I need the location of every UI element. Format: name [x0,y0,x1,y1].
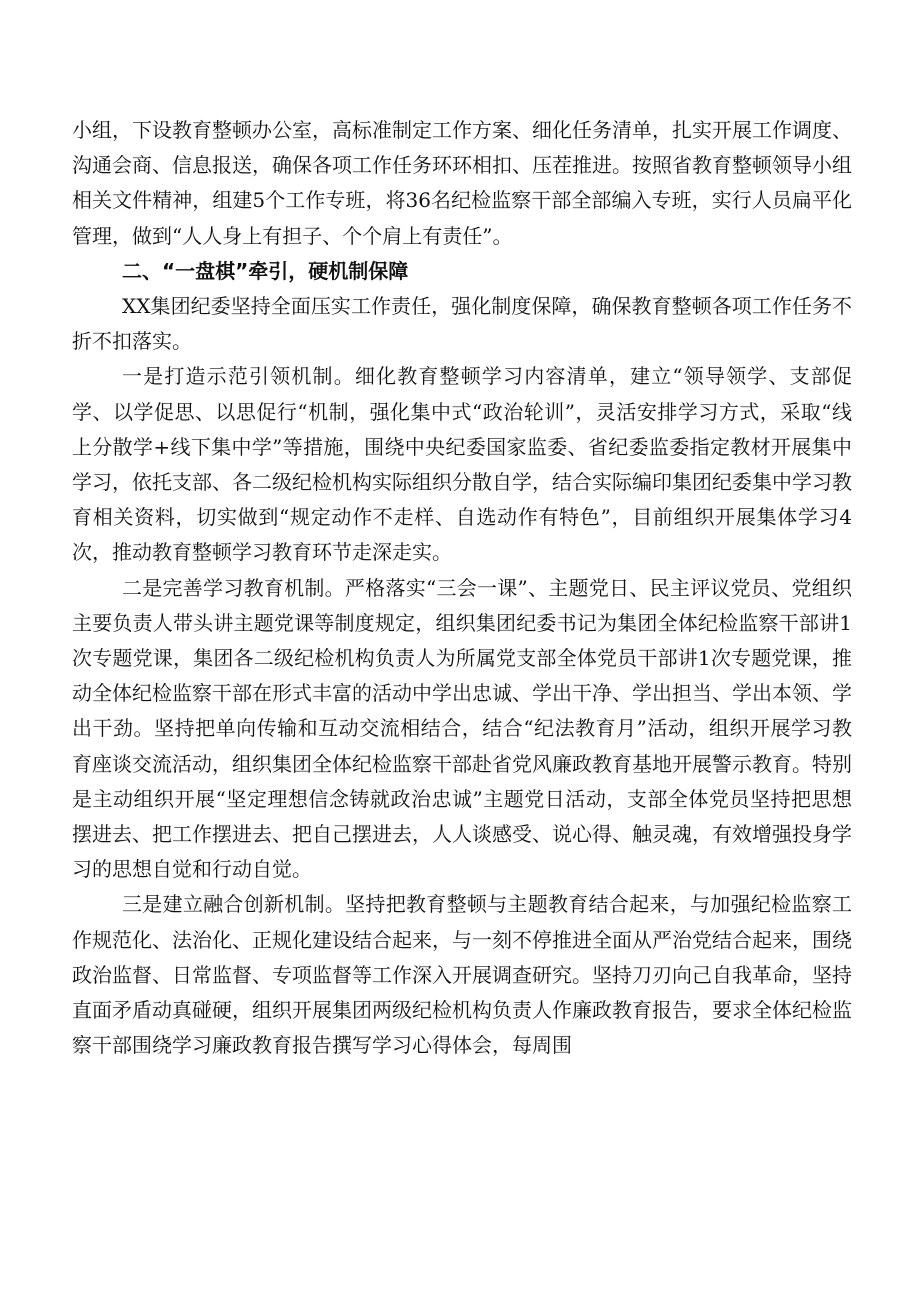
paragraph-item-1: 一是打造示范引领机制。细化教育整顿学习内容清单，建立“领导领学、支部促学、以学促思、以思促行“机制，强化集中式“政治轮训”，灵活安排学习方式，采取“线上分散学+线下集中学”等措施，围绕中央纪委国家监委、省纪委监委指定教材开展集中学习，依托支部、各二级纪检机构实际组织分散自学，结合实际编印集团纪委集中学习教育相关资料，切实做到“规定动作不走样、自选动作有特色”，目前组织开展集体学习4次，推动教育整顿学习教育环节走深走实。 [72,364,852,565]
paragraph-intro: XX集团纪委坚持全面压实工作责任，强化制度保障，确保教育整顿各项工作任务不折不扣落实。 [72,294,852,354]
paragraph-item-2: 二是完善学习教育机制。严格落实“三会一课”、主题党日、民主评议党员、党组织主要负责人带头讲主题党课等制度规定，组织集团纪委书记为集团全体纪检监察干部讲1次专题党课，集团各二级纪检机构负责人为所属党支部全体党员干部讲1次专题党课，推动全体纪检监察干部在形式丰富的活动中学出忠诚、学出干净、学出担当、学出本领、学出干劲。坚持把单向传输和互动交流相结合，结合“纪法教育月”活动，组织开展学习教育座谈交流活动，组织集团全体纪检监察干部赴省党风廉政教育基地开展警示教育。特别是主动组织开展“坚定理想信念铸就政治忠诚”主题党日活动，支部全体党员坚持把思想摆进去、把工作摆进去、把自己摆进去，人人谈感受、说心得、触灵魂，有效增强投身学习的思想自觉和行动自觉。 [72,575,852,882]
section-heading: 二、“一盘棋”牵引，硬机制保障 [122,258,409,283]
paragraph-item-3: 三是建立融合创新机制。坚持把教育整顿与主题教育结合起来，与加强纪检监察工作规范化、法治化、正规化建设结合起来，与一刻不停推进全面从严治党结合起来，围绕政治监督、日常监督、专项监督等工作深入开展调查研究。坚持刀刃向己自我革命，坚持直面矛盾动真碰硬，组织开展集团两级纪检机构负责人作廉政教育报告，要求全体纪检监察干部围绕学习廉政教育报告撰写学习心得体会，每周围 [72,892,852,1058]
document-body [72,113,852,1063]
paragraph-continued: 小组，下设教育整顿办公室，高标准制定工作方案、细化任务清单，扎实开展工作调度、沟通会商、信息报送，确保各项工作任务环环相扣、压茬推进。按照省教育整顿领导小组相关文件精神，组建5个工作专班，将36名纪检监察干部全部编入专班，实行人员扁平化管理，做到“人人身上有担子、个个肩上有责任”。 [72,118,852,248]
